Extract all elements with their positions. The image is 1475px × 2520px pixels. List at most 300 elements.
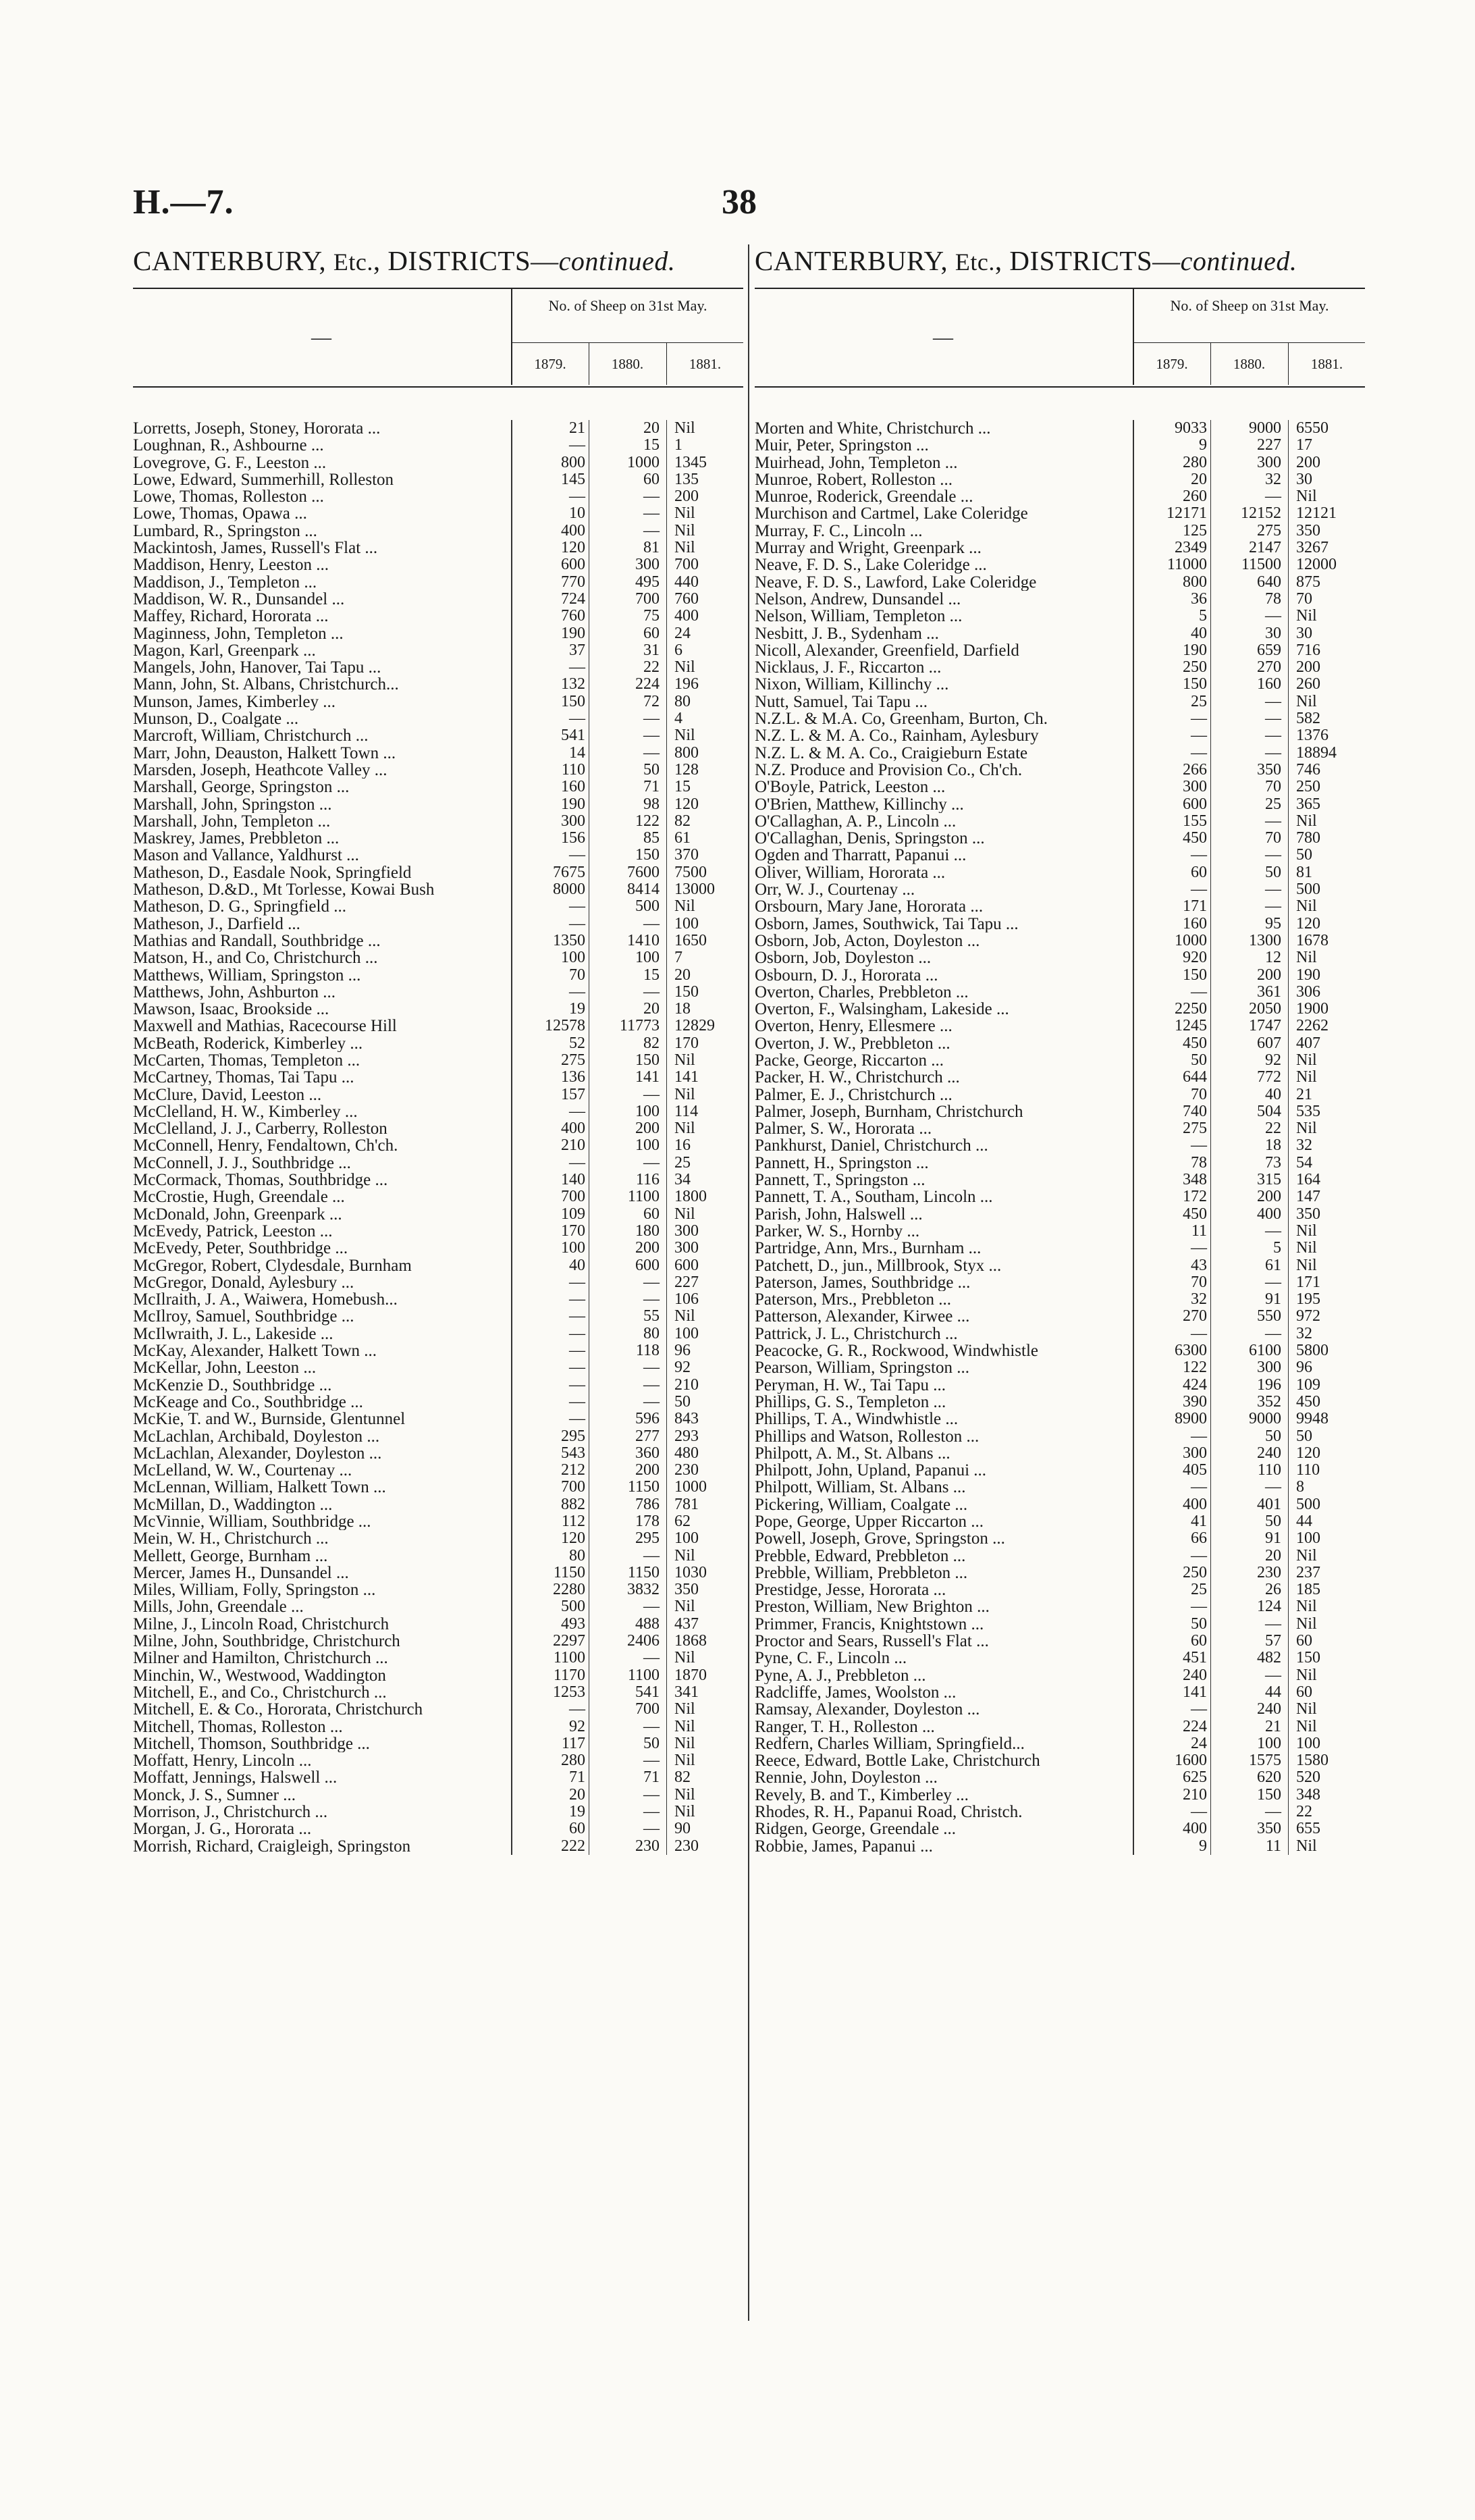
- table-body: [133, 420, 743, 1855]
- sheep-1881: Nil: [674, 504, 695, 523]
- sheep-1881: 24: [674, 624, 691, 642]
- sheep-1880: 100: [635, 1136, 660, 1155]
- sheep-1880: —: [1265, 607, 1281, 625]
- sheep-1881: 230: [674, 1461, 699, 1479]
- table-row: [133, 881, 743, 898]
- table-row: [133, 1035, 743, 1052]
- sheep-1879: 78: [1191, 1153, 1207, 1172]
- sheep-1880: 30: [1265, 624, 1281, 642]
- sheep-1881: 150: [1296, 1649, 1320, 1667]
- owner-name: Neave, F. D. S., Lawford, Lake Coleridge: [755, 573, 1037, 591]
- owner-name: McIlwraith, J. L., Lakeside ...: [133, 1325, 333, 1343]
- sheep-1880: 200: [635, 1461, 660, 1479]
- sheep-1879: 270: [1183, 1307, 1207, 1325]
- sheep-1879: —: [1191, 743, 1207, 762]
- sheep-1880: 500: [635, 897, 660, 916]
- sheep-1880: 1747: [1249, 1017, 1281, 1035]
- sheep-1879: 424: [1183, 1375, 1207, 1394]
- sheep-1879: 150: [1183, 966, 1207, 984]
- sheep-1879: 1350: [553, 931, 585, 949]
- owner-name: Marshall, George, Springston ...: [133, 779, 350, 796]
- owner-name: Lumbard, R., Springston ...: [133, 522, 317, 540]
- sheep-1879: 37: [569, 641, 585, 659]
- sheep-1880: 50: [1265, 863, 1281, 881]
- sheep-1881: 190: [1296, 966, 1320, 984]
- sheep-1880: —: [643, 1717, 660, 1735]
- sheep-1879: 700: [561, 1188, 585, 1206]
- sheep-1880: 20: [1265, 1546, 1281, 1565]
- sheep-1879: 724: [561, 589, 585, 608]
- table-row: [755, 591, 1365, 608]
- table-row: [755, 1598, 1365, 1615]
- owner-name: Munson, D., Coalgate ...: [133, 710, 299, 728]
- table-row: [755, 847, 1365, 864]
- table-row: [755, 1342, 1365, 1359]
- sheep-1881: Nil: [674, 1307, 695, 1325]
- table-row: [133, 1667, 743, 1684]
- table-row: [755, 608, 1365, 625]
- sheep-1881: Nil: [1296, 812, 1317, 830]
- owner-name: McLachlan, Alexander, Doyleston ...: [133, 1444, 382, 1463]
- owner-name: Parish, John, Halswell ...: [755, 1205, 923, 1223]
- owner-name: Redfern, Charles William, Springfield...: [755, 1735, 1025, 1753]
- table-row: [755, 1735, 1365, 1752]
- sheep-1879: 11: [1191, 1222, 1207, 1240]
- owner-name: Philpott, William, St. Albans ...: [755, 1479, 966, 1496]
- table-row: [755, 1548, 1365, 1565]
- owner-name: Mawson, Isaac, Brookside ...: [133, 1001, 329, 1018]
- table-row: [133, 796, 743, 813]
- sheep-1880: 55: [643, 1307, 660, 1325]
- owner-name: McDonald, John, Greenpark ...: [133, 1205, 342, 1223]
- sheep-1879: —: [1191, 1546, 1207, 1565]
- sheep-1880: 200: [635, 1239, 660, 1257]
- sheep-1880: 92: [1265, 1051, 1281, 1069]
- sheep-1879: 190: [1183, 641, 1207, 659]
- sheep-1881: 407: [1296, 1034, 1320, 1052]
- table-row: [755, 1701, 1365, 1718]
- sheep-1881: 60: [1296, 1683, 1312, 1701]
- table-row: [755, 1752, 1365, 1769]
- owner-name: Maddison, W. R., Dunsandel ...: [133, 590, 345, 608]
- sheep-1880: 25: [1265, 795, 1281, 813]
- sheep-1880: 73: [1265, 1153, 1281, 1172]
- table-row: [133, 949, 743, 966]
- sheep-1879: 240: [1183, 1666, 1207, 1684]
- table-row: [755, 420, 1365, 437]
- column-rule: [511, 420, 512, 1855]
- sheep-1880: 200: [1257, 966, 1281, 984]
- owner-name: Palmer, S. W., Hororata ...: [755, 1120, 932, 1138]
- sheep-1880: 700: [635, 589, 660, 608]
- column-rule: [1133, 420, 1134, 1855]
- owner-name: Pope, George, Upper Riccarton ...: [755, 1513, 984, 1531]
- sheep-1879: 300: [1183, 1444, 1207, 1462]
- sheep-1881: 109: [1296, 1375, 1320, 1394]
- table-row: [133, 471, 743, 488]
- owner-name: McBeath, Roderick, Kimberley ...: [133, 1034, 363, 1052]
- sheep-1881: Nil: [674, 1803, 695, 1821]
- sheep-1881: 81: [1296, 863, 1312, 881]
- sheep-1879: 41: [1191, 1513, 1207, 1530]
- table-row: [133, 488, 743, 505]
- sheep-1880: 22: [1265, 1120, 1281, 1138]
- sheep-1879: 70: [569, 966, 585, 984]
- sheep-1880: 32: [1265, 470, 1281, 488]
- table-row: [133, 1155, 743, 1172]
- sheep-1879: 450: [1183, 1034, 1207, 1052]
- owner-name: Mathias and Randall, Southbridge ...: [133, 932, 381, 950]
- owner-name: O'Callaghan, Denis, Springston ...: [755, 830, 985, 847]
- table-row: [755, 1718, 1365, 1735]
- table-row: [755, 1325, 1365, 1342]
- sheep-1879: 60: [569, 1820, 585, 1838]
- owner-name: McGregor, Robert, Clydesdale, Burnham: [133, 1257, 412, 1274]
- sheep-1880: 100: [635, 1102, 660, 1120]
- sheep-1879: 600: [1183, 795, 1207, 813]
- sheep-1879: 110: [561, 760, 585, 779]
- table-row: [755, 1820, 1365, 1837]
- sheep-1879: 543: [561, 1444, 585, 1462]
- owner-name: Paterson, James, Southbridge ...: [755, 1274, 971, 1292]
- sheep-1879: 145: [561, 470, 585, 488]
- sheep-1879: 400: [1183, 1495, 1207, 1513]
- sheep-1881: 300: [674, 1222, 699, 1240]
- table-row: [133, 1445, 743, 1462]
- owner-name: Nelson, Andrew, Dunsandel ...: [755, 590, 961, 608]
- table-row: [133, 847, 743, 864]
- table-row: [755, 625, 1365, 642]
- sheep-1879: —: [569, 1324, 585, 1342]
- sheep-1879: 171: [1183, 897, 1207, 916]
- sheep-1880: 315: [1257, 1171, 1281, 1189]
- sheep-1880: 200: [1257, 1188, 1281, 1206]
- owner-name: Oliver, William, Hororata ...: [755, 864, 946, 882]
- sheep-1880: 1150: [627, 1563, 660, 1581]
- sheep-1881: 18: [674, 1000, 691, 1018]
- table-row: [755, 556, 1365, 573]
- owner-name: McClelland, H. W., Kimberley ...: [133, 1103, 358, 1121]
- owner-name: Morrish, Richard, Craigleigh, Springston: [133, 1837, 411, 1855]
- table-row: [755, 1377, 1365, 1394]
- owner-name: Muirhead, John, Templeton ...: [755, 454, 958, 471]
- sheep-1880: 98: [643, 795, 660, 813]
- sheep-1881: 92: [674, 1359, 691, 1377]
- owner-name: Ranger, T. H., Rolleston ...: [755, 1718, 935, 1735]
- sheep-1880: —: [643, 488, 660, 506]
- owner-name: Milner and Hamilton, Christchurch ...: [133, 1650, 388, 1667]
- sheep-1879: 8000: [553, 881, 585, 899]
- right-column: [755, 244, 1365, 1855]
- sheep-1881: Nil: [674, 1205, 695, 1223]
- table-row: [755, 676, 1365, 693]
- owner-name: Powell, Joseph, Grove, Springston ...: [755, 1530, 1005, 1548]
- sheep-1881: Nil: [1296, 1598, 1317, 1616]
- sheep-1880: 15: [643, 966, 660, 984]
- sheep-1881: 54: [1296, 1153, 1312, 1172]
- owner-name: McCarten, Thomas, Templeton ...: [133, 1051, 360, 1070]
- table-row: [133, 556, 743, 573]
- sheep-1881: 128: [674, 760, 699, 779]
- sheep-1881: Nil: [674, 727, 695, 745]
- sheep-1880: 118: [635, 1342, 660, 1360]
- sheep-1879: 25: [1191, 1581, 1207, 1599]
- sheep-1881: Nil: [674, 1120, 695, 1138]
- year-header-1879: 1879.: [1133, 343, 1210, 385]
- owner-name: McKeage and Co., Southbridge ...: [133, 1393, 363, 1411]
- sheep-1881: 195: [1296, 1290, 1320, 1309]
- owner-name: Partridge, Ann, Mrs., Burnham ...: [755, 1240, 982, 1257]
- sheep-1881: 3267: [1296, 539, 1329, 557]
- table-row: [133, 916, 743, 933]
- sheep-1879: —: [1191, 1136, 1207, 1155]
- sheep-1880: 50: [1265, 1513, 1281, 1530]
- sheep-1881: 70: [1296, 589, 1312, 608]
- table-row: [133, 642, 743, 659]
- table-row: [133, 1342, 743, 1359]
- table-row: [133, 1394, 743, 1411]
- sheep-1880: 78: [1265, 589, 1281, 608]
- sheep-1880: 124: [1257, 1598, 1281, 1616]
- table-row: [755, 949, 1365, 966]
- owner-name: Radcliffe, James, Woolston ...: [755, 1683, 957, 1702]
- sheep-1880: —: [643, 1785, 660, 1804]
- sheep-1880: 70: [1265, 829, 1281, 847]
- sheep-1881: 843: [674, 1410, 699, 1428]
- table-row: [755, 1018, 1365, 1034]
- title-continued: continued.: [558, 246, 676, 276]
- sheep-1881: Nil: [674, 658, 695, 677]
- table-row: [133, 1479, 743, 1496]
- table-row: [133, 1411, 743, 1427]
- sheep-1879: 150: [561, 692, 585, 710]
- sheep-1879: 10: [569, 504, 585, 523]
- sheep-1881: 12829: [674, 1017, 715, 1035]
- owner-name: Mason and Vallance, Yaldhurst ...: [133, 847, 359, 864]
- sheep-1880: 550: [1257, 1307, 1281, 1325]
- table-row: [133, 1428, 743, 1445]
- table-row: [133, 1496, 743, 1513]
- sheep-1880: —: [643, 521, 660, 540]
- sheep-1880: 150: [1257, 1785, 1281, 1804]
- sheep-1879: 52: [569, 1034, 585, 1052]
- sheep-1879: 172: [1183, 1188, 1207, 1206]
- owner-name: Maddison, Henry, Leeston ...: [133, 556, 329, 574]
- sheep-1879: 1150: [553, 1563, 585, 1581]
- table-row: [133, 574, 743, 591]
- sheep-1881: Nil: [1296, 1068, 1317, 1086]
- sheep-1879: —: [1191, 1598, 1207, 1616]
- sheep-1880: 350: [1257, 1820, 1281, 1838]
- sheep-1880: 300: [1257, 453, 1281, 471]
- sheep-1879: 348: [1183, 1171, 1207, 1189]
- sheep-1880: 300: [635, 556, 660, 574]
- sheep-1879: 260: [1183, 488, 1207, 506]
- sheep-1881: Nil: [1296, 1615, 1317, 1633]
- owner-name: Proctor and Sears, Russell's Flat ...: [755, 1633, 989, 1650]
- sheep-1879: 120: [561, 1529, 585, 1548]
- sheep-1880: 61: [1265, 1256, 1281, 1274]
- sheep-1881: 12000: [1296, 556, 1337, 574]
- sheep-1880: —: [643, 1375, 660, 1394]
- sheep-1881: Nil: [674, 1051, 695, 1069]
- sheep-1879: 770: [561, 573, 585, 591]
- owner-name: Minchin, W., Westwood, Waddington: [133, 1666, 386, 1684]
- sheep-1879: 266: [1183, 760, 1207, 779]
- sheep-1879: 400: [1183, 1820, 1207, 1838]
- owner-name: Mercer, James H., Dunsandel ...: [133, 1564, 349, 1582]
- sheep-1879: 11000: [1166, 556, 1207, 574]
- table-body: [755, 420, 1365, 1855]
- sheep-1879: 600: [561, 556, 585, 574]
- name-column-header: —: [311, 326, 331, 348]
- sheep-1881: Nil: [1296, 1051, 1317, 1069]
- table-row: [133, 1018, 743, 1034]
- owner-name: Mitchell, Thomson, Southbridge ...: [133, 1735, 370, 1753]
- sheep-1879: —: [1191, 1324, 1207, 1342]
- sheep-1879: —: [569, 982, 585, 1001]
- sheep-1880: —: [1265, 881, 1281, 899]
- sheep-1881: 171: [1296, 1273, 1320, 1291]
- sheep-1881: 440: [674, 573, 699, 591]
- sheep-1879: 150: [1183, 675, 1207, 693]
- sheep-1879: 20: [569, 1785, 585, 1804]
- sheep-1879: 9: [1199, 1837, 1207, 1855]
- table-row: [133, 420, 743, 437]
- sheep-1880: 60: [643, 470, 660, 488]
- owner-name: Marshall, John, Springston ...: [133, 795, 332, 813]
- owner-name: McCartney, Thomas, Tai Tapu ...: [133, 1069, 354, 1086]
- owner-name: Pyne, C. F., Lincoln ...: [755, 1650, 907, 1667]
- sheep-1880: —: [643, 1290, 660, 1309]
- owner-name: Patchett, D., jun., Millbrook, Styx ...: [755, 1257, 1002, 1274]
- sheep-1880: —: [1265, 1615, 1281, 1633]
- owner-name: Matheson, D., Easdale Nook, Springfield: [133, 864, 412, 882]
- owner-name: McConnell, J. J., Southbridge ...: [133, 1154, 351, 1172]
- owner-name: Overton, Henry, Ellesmere ...: [755, 1018, 953, 1035]
- title-etc: Etc.: [955, 248, 995, 275]
- sheep-1879: —: [569, 1410, 585, 1428]
- sheep-count-header: No. of Sheep on 31st May.: [511, 289, 743, 343]
- owner-name: Packer, H. W., Christchurch ...: [755, 1069, 960, 1086]
- sheep-1879: 117: [561, 1734, 585, 1752]
- table-row: [755, 1223, 1365, 1240]
- owner-name: Neave, F. D. S., Lake Coleridge ...: [755, 556, 987, 574]
- sheep-1881: 348: [1296, 1785, 1320, 1804]
- sheep-1880: —: [1265, 1222, 1281, 1240]
- table-row: [133, 1001, 743, 1018]
- sheep-1880: 352: [1257, 1392, 1281, 1411]
- sheep-1881: 350: [1296, 521, 1320, 540]
- owner-name: Peacocke, G. R., Rockwood, Windwhistle: [755, 1342, 1038, 1360]
- sheep-1879: —: [569, 1102, 585, 1120]
- owner-name: McLennan, William, Halkett Town ...: [133, 1479, 386, 1496]
- sheep-1880: 22: [643, 658, 660, 677]
- sheep-1881: 1900: [1296, 1000, 1329, 1018]
- owner-name: Pattrick, J. L., Christchurch ...: [755, 1325, 958, 1343]
- sheep-1879: 157: [561, 1085, 585, 1103]
- sheep-1880: 224: [635, 675, 660, 693]
- sheep-1880: 607: [1257, 1034, 1281, 1052]
- owner-name: Ogden and Tharratt, Papanui ...: [755, 847, 967, 864]
- table-row: [755, 437, 1365, 454]
- table-row: [755, 984, 1365, 1001]
- sheep-1881: 500: [1296, 881, 1320, 899]
- sheep-1879: 405: [1183, 1461, 1207, 1479]
- sheep-1879: 132: [561, 675, 585, 693]
- sheep-1879: 43: [1191, 1256, 1207, 1274]
- owner-name: McKay, Alexander, Halkett Town ...: [133, 1342, 377, 1360]
- sheep-1879: 280: [561, 1752, 585, 1770]
- sheep-1880: 180: [635, 1222, 660, 1240]
- sheep-1879: —: [569, 1153, 585, 1172]
- table-row: [133, 1598, 743, 1615]
- sheep-1880: 11773: [619, 1017, 660, 1035]
- sheep-1879: —: [1191, 881, 1207, 899]
- table-row: [755, 1411, 1365, 1427]
- sheep-1879: 212: [561, 1461, 585, 1479]
- sheep-1880: 230: [635, 1837, 660, 1855]
- sheep-1881: 341: [674, 1683, 699, 1701]
- sheep-1879: —: [569, 1392, 585, 1411]
- table-row: [133, 1820, 743, 1837]
- sheep-1879: 250: [1183, 658, 1207, 677]
- sheep-1881: 185: [1296, 1581, 1320, 1599]
- table-row: [133, 1120, 743, 1137]
- column-title: [133, 244, 743, 288]
- sheep-1881: 4: [674, 710, 682, 728]
- sheep-1879: —: [569, 436, 585, 454]
- table-row: [755, 1069, 1365, 1086]
- owner-name: Matson, H., and Co, Christchurch ...: [133, 949, 378, 967]
- sheep-1879: 882: [561, 1495, 585, 1513]
- sheep-1880: 160: [1257, 675, 1281, 693]
- sheep-1880: 122: [635, 812, 660, 830]
- page-id: H.—7.: [133, 183, 234, 221]
- sheep-1880: 116: [635, 1171, 660, 1189]
- sheep-1879: 60: [1191, 1632, 1207, 1650]
- sheep-1880: —: [1265, 1324, 1281, 1342]
- owner-name: McGregor, Donald, Aylesbury ...: [133, 1274, 354, 1292]
- sheep-1880: —: [643, 1359, 660, 1377]
- sheep-1881: 135: [674, 470, 699, 488]
- column-title: [755, 244, 1365, 288]
- sheep-1879: 644: [1183, 1068, 1207, 1086]
- sheep-1881: 7: [674, 949, 682, 967]
- sheep-1879: —: [1191, 1239, 1207, 1257]
- sheep-1881: 237: [1296, 1563, 1320, 1581]
- sheep-1881: Nil: [1296, 1700, 1317, 1718]
- sheep-1879: 9033: [1175, 419, 1207, 437]
- sheep-1879: 66: [1191, 1529, 1207, 1548]
- table-row: [755, 1787, 1365, 1804]
- year-header-1881: 1881.: [1288, 343, 1365, 385]
- owner-name: Primmer, Francis, Knightstown ...: [755, 1615, 984, 1633]
- table-row: [133, 933, 743, 949]
- sheep-1880: —: [1265, 1273, 1281, 1291]
- owner-name: Mellett, George, Burnham ...: [133, 1547, 328, 1565]
- owner-name: Nelson, William, Templeton ...: [755, 608, 963, 625]
- owner-name: Mills, John, Greendale ...: [133, 1598, 304, 1616]
- table-row: [755, 881, 1365, 898]
- sheep-1879: 60: [1191, 863, 1207, 881]
- sheep-1880: 150: [635, 1051, 660, 1069]
- table-row: [755, 710, 1365, 727]
- sheep-1881: 480: [674, 1444, 699, 1462]
- sheep-1880: 1300: [1249, 931, 1281, 949]
- sheep-1879: 400: [561, 521, 585, 540]
- sheep-1881: 200: [1296, 453, 1320, 471]
